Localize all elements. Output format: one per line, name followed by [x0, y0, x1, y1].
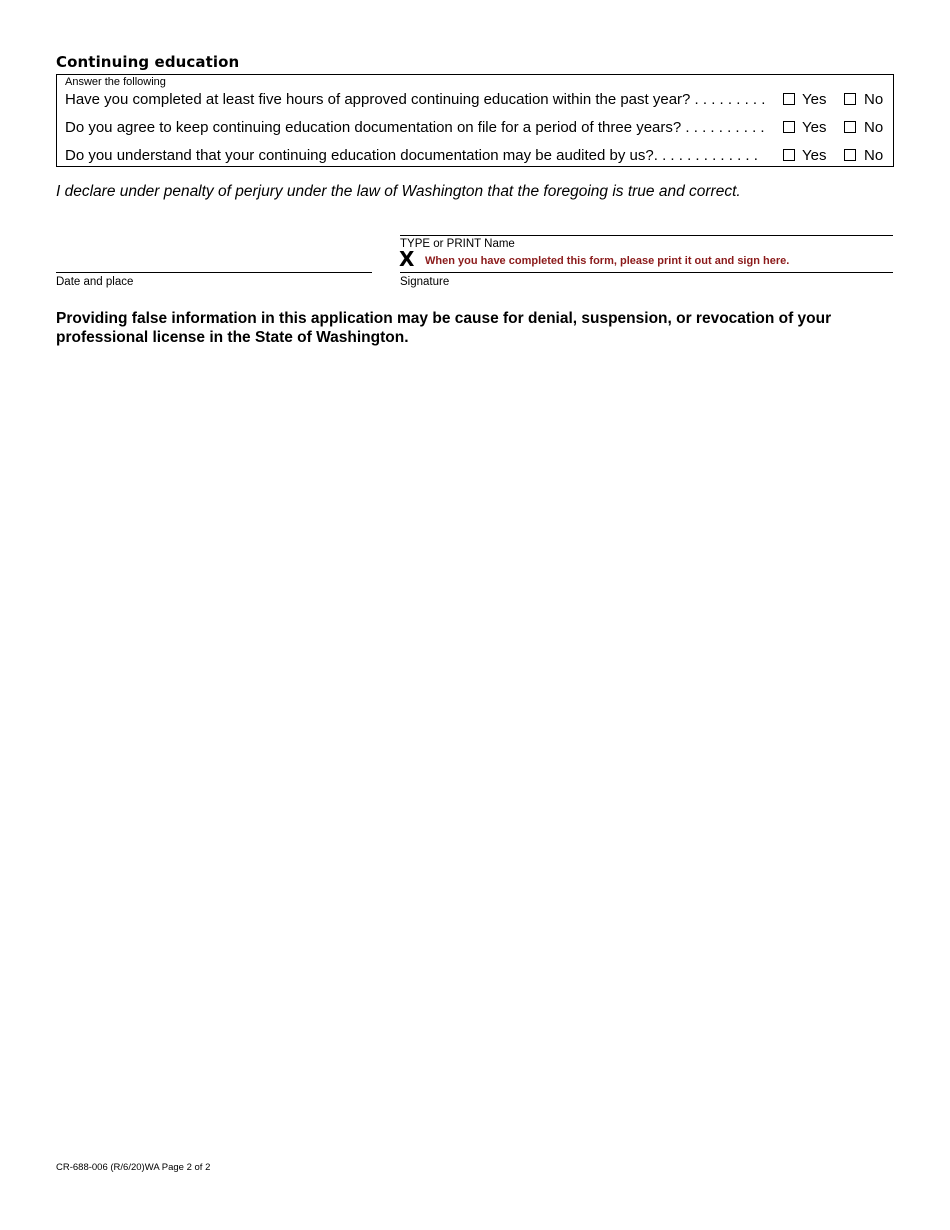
- no-label: No: [864, 119, 884, 136]
- date-place-field-line[interactable]: [56, 272, 372, 273]
- no-checkbox[interactable]: [844, 93, 856, 105]
- yes-label: Yes: [802, 147, 827, 164]
- no-label: No: [864, 91, 884, 108]
- no-checkbox[interactable]: [844, 149, 856, 161]
- yes-checkbox[interactable]: [783, 121, 795, 133]
- form-footer: CR-688-006 (R/6/20)WA Page 2 of 2: [56, 1162, 211, 1173]
- signature-label: Signature: [400, 276, 450, 288]
- question-text: Do you understand that your continuing education documentation may be audited by us?. . . . . . . . . . . . .: [65, 147, 758, 164]
- yes-checkbox[interactable]: [783, 149, 795, 161]
- questions-box: [56, 74, 894, 167]
- section-title: Continuing education: [56, 53, 240, 71]
- question-text: Do you agree to keep continuing education documentation on file for a period of three years? . . . . . . . . . .: [65, 119, 765, 136]
- question-row-3: [65, 146, 885, 166]
- no-label: No: [864, 147, 884, 164]
- yes-label: Yes: [802, 91, 827, 108]
- questions-header: Answer the following: [65, 76, 166, 88]
- name-field-line[interactable]: [400, 235, 893, 236]
- no-checkbox[interactable]: [844, 121, 856, 133]
- name-label: TYPE or PRINT Name: [400, 238, 515, 250]
- question-row-1: [65, 90, 885, 110]
- yes-label: Yes: [802, 119, 827, 136]
- signature-field-line[interactable]: [400, 272, 893, 273]
- question-row-2: [65, 118, 885, 138]
- question-text: Have you completed at least five hours of approved continuing education within the past year? . . . . . . . . .: [65, 91, 766, 108]
- false-information-warning: Providing false information in this application may be cause for denial, suspension, or revocation of your professional license in the State of Washington.: [56, 310, 832, 346]
- yes-checkbox[interactable]: [783, 93, 795, 105]
- perjury-declaration: I declare under penalty of perjury under the law of Washington that the foregoing is true and correct.: [56, 183, 741, 200]
- sign-here-note: When you have completed this form, please print it out and sign here.: [425, 255, 790, 267]
- date-place-label: Date and place: [56, 276, 134, 288]
- signature-x-mark: X: [399, 247, 415, 271]
